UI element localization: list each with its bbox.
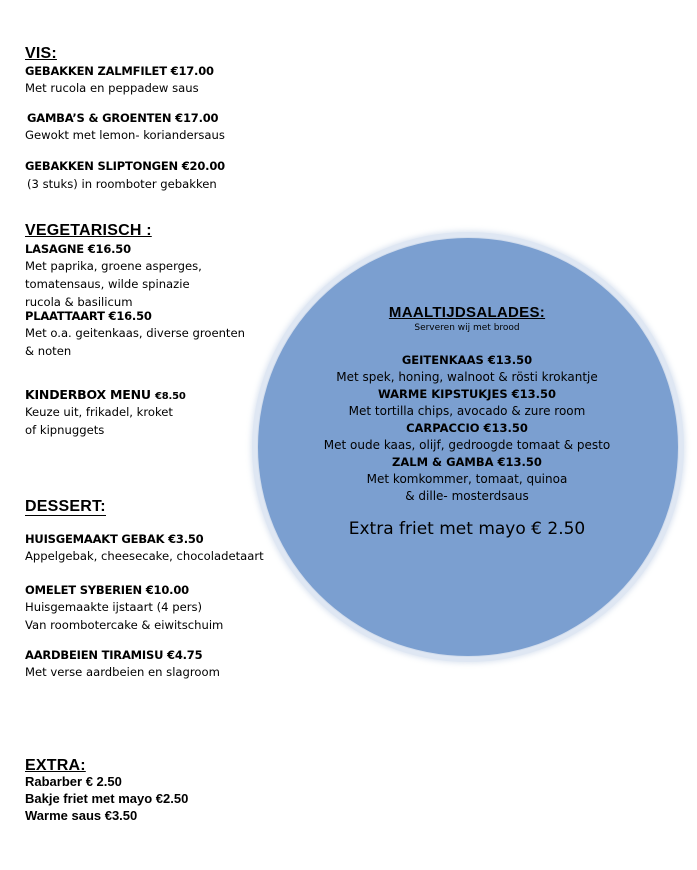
menu-item-desc: Gewokt met lemon- koriandersaus <box>25 128 225 142</box>
salade-item-desc: Met tortilla chips, avocado & zure room <box>348 404 586 418</box>
menu-item-desc: Huisgemaakte ijstaart (4 pers) <box>25 600 203 614</box>
extra-item: Bakje friet met mayo €2.50 <box>25 791 189 806</box>
extra-item: Rabarber € 2.50 <box>25 774 122 789</box>
salade-item-title: CARPACCIO €13.50 <box>406 421 528 435</box>
menu-item-desc: Met paprika, groene asperges, <box>25 259 202 273</box>
menu-item-title: GEBAKKEN SLIPTONGEN €20.00 <box>25 159 225 173</box>
salade-item-desc: Met oude kaas, olijf, gedroogde tomaat & pesto <box>323 438 611 452</box>
section-title-vis: VIS: <box>25 45 57 62</box>
extra-fries-note: Extra friet met mayo € 2.50 <box>348 519 586 539</box>
menu-item-title-kinderbox <box>25 387 186 402</box>
salade-item-title: ZALM & GAMBA €13.50 <box>392 455 542 469</box>
menu-item-desc: rucola & basilicum <box>25 295 133 309</box>
salade-item-desc: Met komkommer, tomaat, quinoa <box>366 472 568 486</box>
section-title-vegetarisch: VEGETARISCH : <box>25 222 152 239</box>
kinderbox-name: KINDERBOX MENU <box>25 387 151 402</box>
menu-item-desc: of kipnuggets <box>25 423 105 437</box>
extra-item: Warme saus €3.50 <box>25 808 138 823</box>
menu-item-desc: Appelgebak, cheesecake, chocoladetaart <box>25 549 264 563</box>
salade-item-title: GEITENKAAS €13.50 <box>401 353 533 367</box>
menu-item-title: AARDBEIEN TIRAMISU €4.75 <box>25 648 203 662</box>
section-title-extra: EXTRA: <box>25 757 86 774</box>
menu-item-desc: & noten <box>25 344 72 358</box>
menu-item-desc: Met verse aardbeien en slagroom <box>25 665 220 679</box>
menu-item-title: LASAGNE €16.50 <box>25 242 131 256</box>
salades-subtitle: Serveren wij met brood <box>414 323 520 333</box>
salade-item-desc: & dille- mosterdsaus <box>405 489 529 503</box>
menu-item-desc: (3 stuks) in roomboter gebakken <box>27 177 217 191</box>
menu-item-desc: Met rucola en peppadew saus <box>25 81 199 95</box>
menu-item-title: OMELET SYBERIEN €10.00 <box>25 583 189 597</box>
section-title-maaltijdsalades: MAALTIJDSALADES: <box>388 304 546 321</box>
salade-item-title: WARME KIPSTUKJES €13.50 <box>377 387 557 401</box>
kinderbox-price: €8.50 <box>154 391 186 402</box>
salade-item-desc: Met spek, honing, walnoot & rösti krokantje <box>336 370 598 384</box>
menu-item-desc: tomatensaus, wilde spinazie <box>25 277 190 291</box>
section-title-dessert: DESSERT: <box>25 498 106 515</box>
menu-item-desc: Van roombotercake & eiwitschuim <box>25 618 224 632</box>
menu-item-title: HUISGEMAAKT GEBAK €3.50 <box>25 532 204 546</box>
menu-item-title: GAMBA’S & GROENTEN €17.00 <box>27 111 219 125</box>
menu-item-title: GEBAKKEN ZALMFILET €17.00 <box>25 64 214 78</box>
menu-item-title: PLAATTAART €16.50 <box>25 309 152 323</box>
menu-item-desc: Keuze uit, frikadel, kroket <box>25 405 173 419</box>
menu-item-desc: Met o.a. geitenkaas, diverse groenten <box>25 326 245 340</box>
